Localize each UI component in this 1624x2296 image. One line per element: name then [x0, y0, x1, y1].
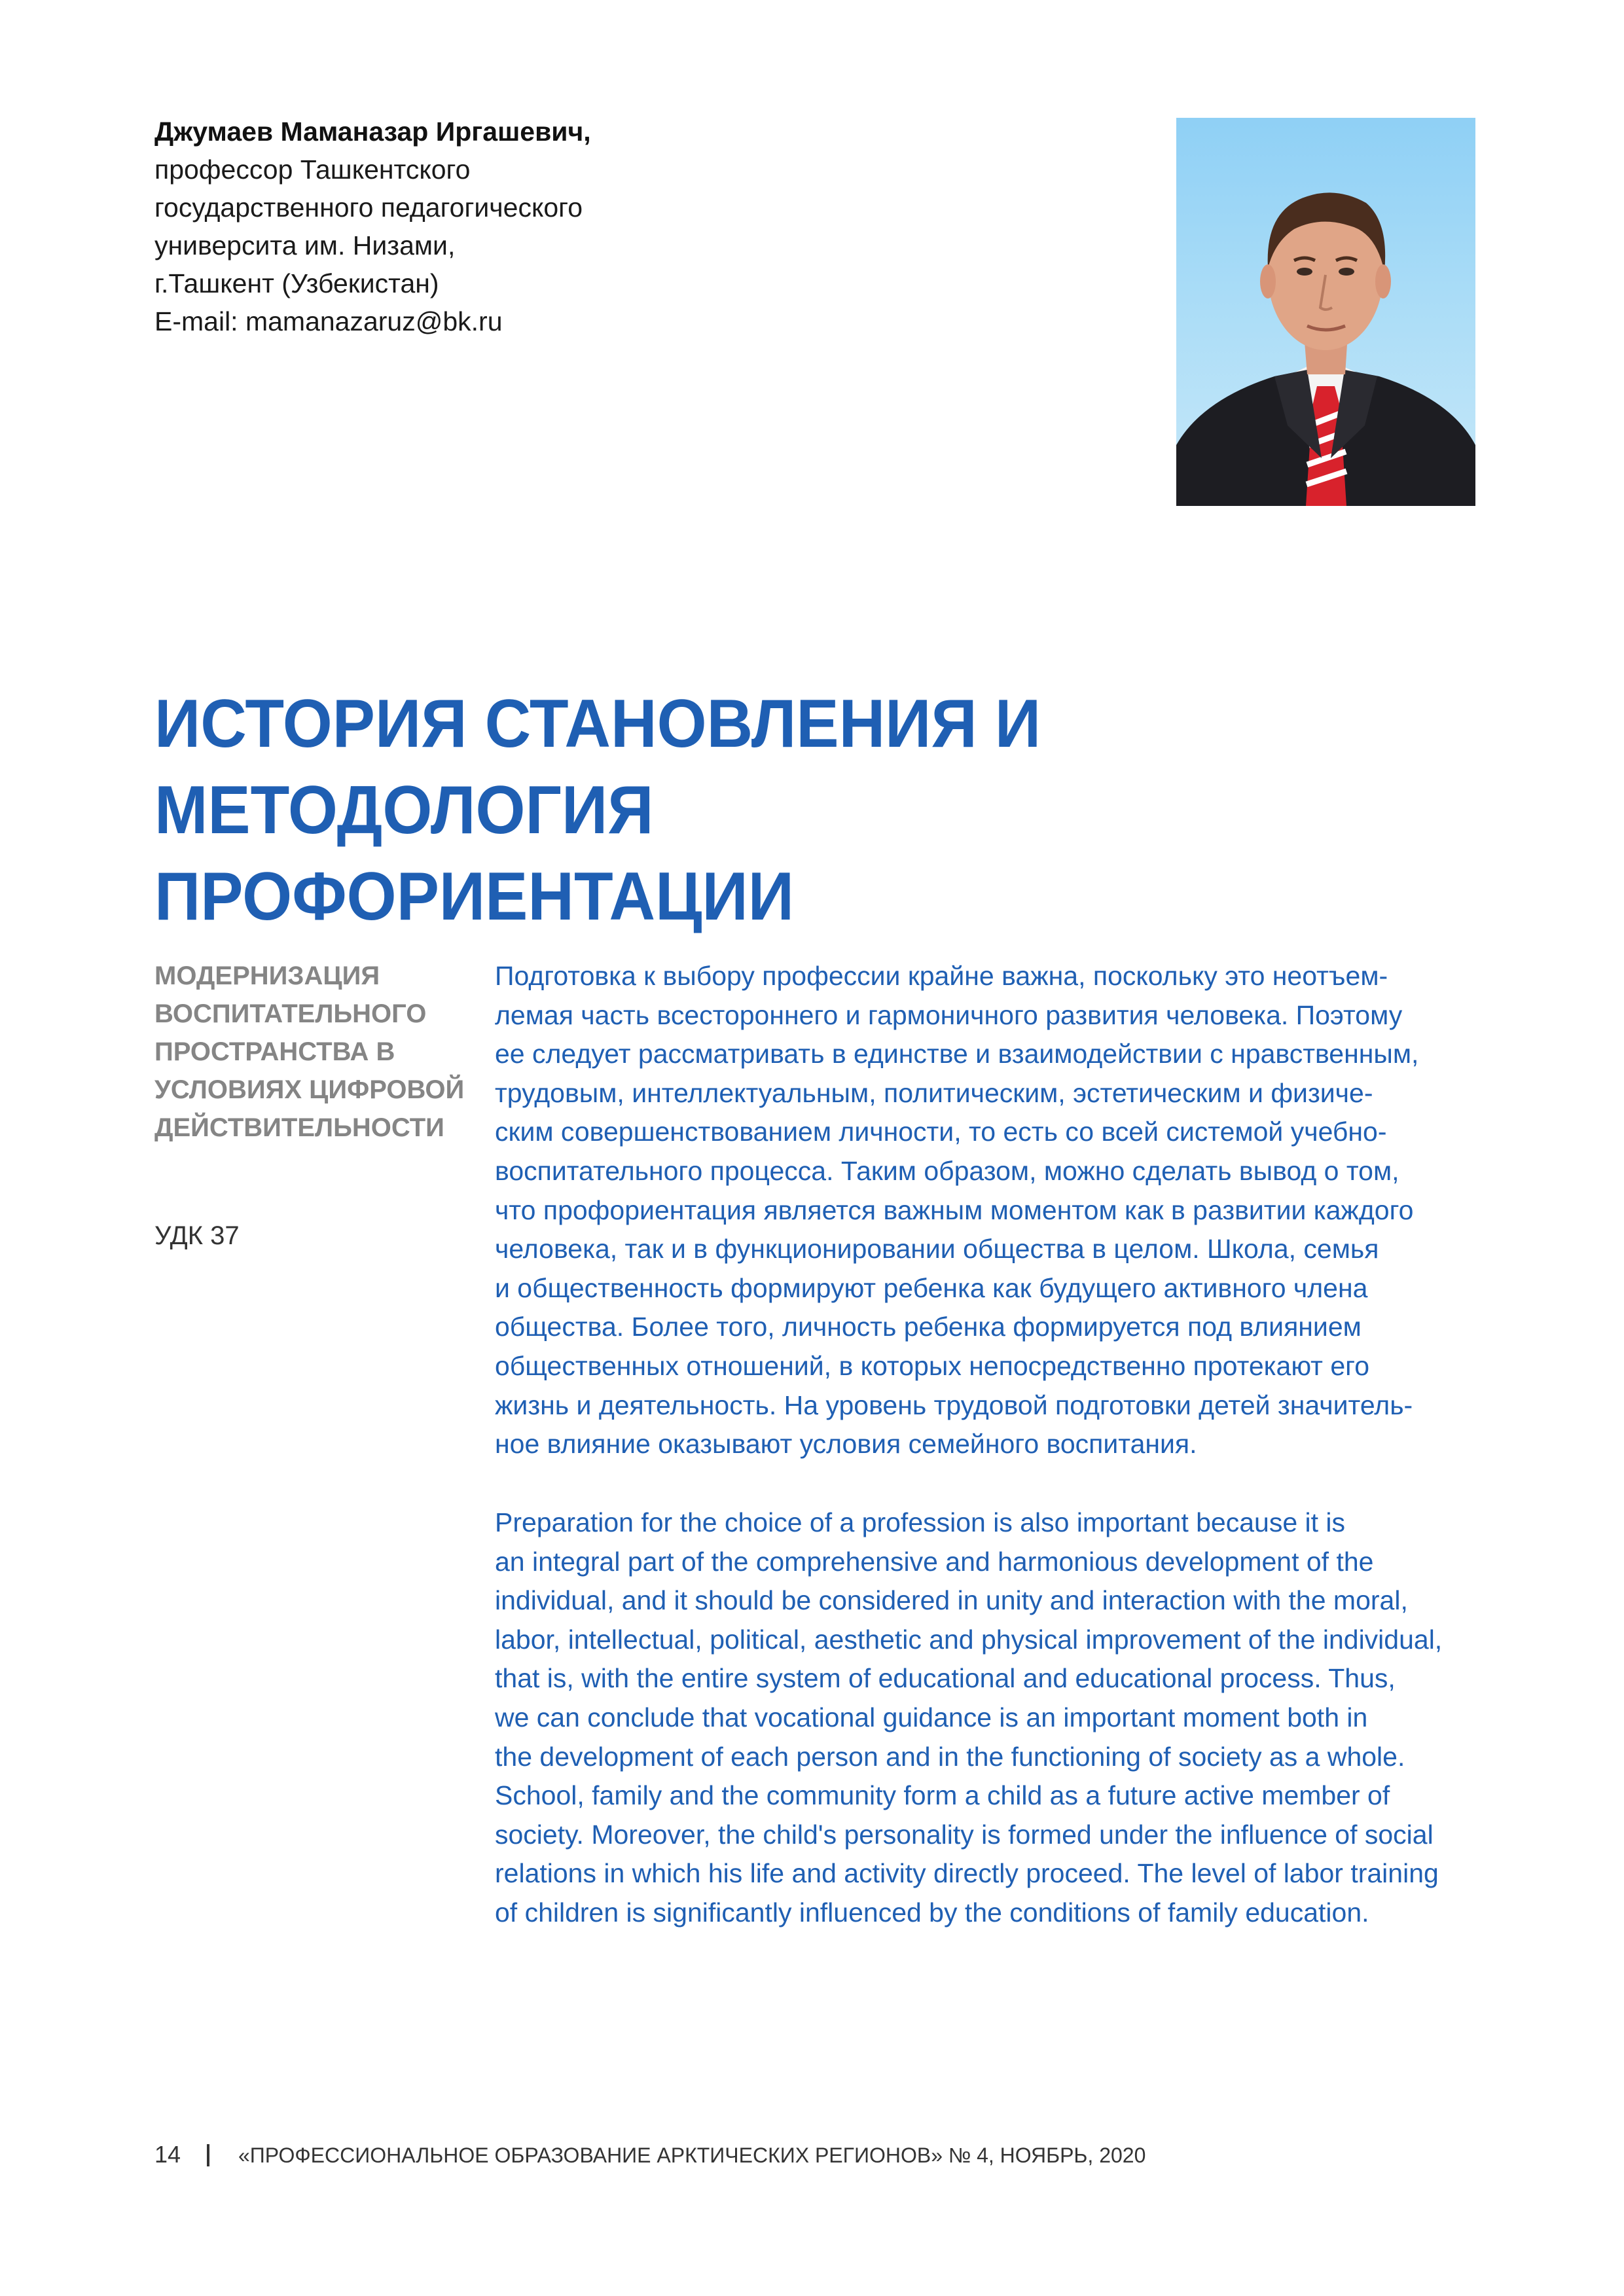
abstract-line: и общественность формируют ребенка как будущего активного члена — [495, 1272, 1368, 1303]
abstract-line: человека, так и в функционировании общества в целом. Школа, семья — [495, 1234, 1379, 1265]
author-email: E-mail: mamanazaruz@bk.ru — [154, 306, 503, 336]
article-title-line-2: ПРОФОРИЕНТАЦИИ — [154, 859, 795, 935]
rubric-line: МОДЕРНИЗАЦИЯ — [154, 961, 380, 990]
abstract-line: we can conclude that vocational guidance is an important moment both in — [495, 1702, 1368, 1732]
author-portrait-image — [1176, 118, 1475, 506]
abstract-line: ное влияние оказывают условия семейного воспитания. — [495, 1429, 1197, 1460]
abstract-line: an integral part of the comprehensive and harmonious development of the — [495, 1546, 1374, 1577]
section-rubric — [154, 957, 495, 1147]
abstract-line: individual, and it should be considered in unity and interaction with the moral, — [495, 1585, 1408, 1616]
abstract-line: общественных отношений, в которых непосредственно протекают его — [495, 1350, 1370, 1381]
abstract-line: relations in which his life and activity directly proceed. The level of labor training — [495, 1858, 1439, 1889]
abstract-line: labor, intellectual, political, aesthetic and physical improvement of the individual, — [495, 1624, 1443, 1655]
abstract-line: ским совершенствованием личности, то есть со всей системой учебно- — [495, 1117, 1387, 1147]
author-city: г.Ташкент (Узбекистан) — [154, 268, 439, 298]
page-number: 14 — [154, 2141, 181, 2168]
page-footer — [154, 2140, 1146, 2170]
article-title — [154, 681, 1410, 940]
abstract-line: of children is significantly influenced by the conditions of family education. — [495, 1897, 1369, 1928]
abstract-line: School, family and the community form a child as a future active member of — [495, 1780, 1390, 1811]
abstract-line: Подготовка к выбору профессии крайне важна, поскольку это неотъем- — [495, 961, 1388, 991]
abstract-line: общества. Более того, личность ребенка формируется под влиянием — [495, 1312, 1362, 1342]
abstract-english — [495, 1503, 1483, 1933]
footer-divider — [207, 2144, 209, 2166]
abstract-line: воспитательного процесса. Таким образом, можно сделать вывод о том, — [495, 1155, 1399, 1186]
abstract-line: Preparation for the choice of a profession is also important because it is — [495, 1507, 1346, 1537]
abstract-line: лемая часть всестороннего и гармоничного развития человека. Поэтому — [495, 999, 1403, 1030]
udk-code: УДК 37 — [154, 1221, 240, 1250]
journal-name: «ПРОФЕССИОНАЛЬНОЕ ОБРАЗОВАНИЕ АРКТИЧЕСКИХ РЕГИОНОВ» № 4, НОЯБРЬ, 2020 — [238, 2144, 1146, 2167]
abstract-line: ее следует рассматривать в единстве и взаимодействии с нравственным, — [495, 1039, 1419, 1069]
rubric-line: ДЕЙСТВИТЕЛЬНОСТИ — [154, 1113, 444, 1142]
author-position: профессор Ташкентского — [154, 154, 471, 185]
author-block — [154, 113, 1136, 340]
rubric-line: ПРОСТРАНСТВА В — [154, 1037, 395, 1066]
abstract-line: трудовым, интеллектуальным, политическим, эстетическим и физиче- — [495, 1077, 1373, 1108]
article-title-line-1: ИСТОРИЯ СТАНОВЛЕНИЯ И МЕТОДОЛОГИЯ — [154, 686, 1041, 848]
rubric-line: УСЛОВИЯХ ЦИФРОВОЙ — [154, 1075, 465, 1104]
author-name: Джумаев Маманазар Иргашевич, — [154, 117, 591, 147]
abstract-line: that is, with the entire system of educational and educational process. Thus, — [495, 1663, 1396, 1694]
author-affiliation-2: университа им. Низами, — [154, 230, 456, 260]
author-affiliation-1: государственного педагогического — [154, 192, 583, 223]
abstract-line: society. Moreover, the child's personality is formed under the influence of social — [495, 1819, 1434, 1850]
rubric-line: ВОСПИТАТЕЛЬНОГО — [154, 999, 427, 1028]
author-photo — [1176, 118, 1475, 506]
abstract-line: жизнь и деятельность. На уровень трудовой подготовки детей значитель- — [495, 1390, 1413, 1420]
abstract-line: the development of each person and in the functioning of society as a whole. — [495, 1741, 1405, 1772]
abstract-line: что профориентация является важным моментом как в развитии каждого — [495, 1194, 1414, 1225]
abstract-russian — [495, 957, 1483, 1464]
